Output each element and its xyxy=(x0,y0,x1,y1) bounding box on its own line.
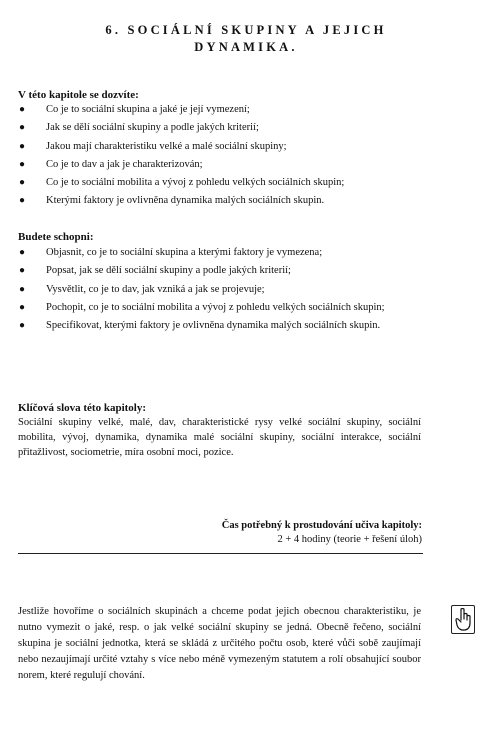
able-list xyxy=(18,245,418,336)
bullet-icon: ● xyxy=(19,158,26,170)
chapter-title-line-1: 6. SOCIÁLNÍ SKUPINY A JEJICH xyxy=(105,23,387,37)
divider-rule xyxy=(18,553,423,554)
list-item: ● Vysvětlit, co je to dav, jak vzniká a jak se projevuje; xyxy=(18,282,418,298)
list-item: ● Co je to sociální skupina a jaké je její vymezení; xyxy=(18,102,438,118)
intro-paragraph: Jestliže hovoříme o sociálních skupinách a chceme podat jejich obecnou charakteristiku, je nutno vymezit o jaké, resp. o jak velké sociální skupiny se jedná. Obecně řečeno, sociální skupina je sociální jednotka, která se skládá z určitého počtu osob, které vůči sobě zaujímají nebo nezaujímají určité vztahy s více nebo méně vymezeným statutem a rolí obsahující soubor norem, které regulují chování. xyxy=(18,606,421,681)
list-item: ● Jakou mají charakteristiku velké a malé sociální skupiny; xyxy=(18,139,438,155)
bullet-icon: ● xyxy=(19,195,26,207)
list-item: ● Kterými faktory je ovlivněna dynamika malých sociálních skupin. xyxy=(18,193,438,209)
list-item: ● Co je to dav a jak je charakterizován; xyxy=(18,157,438,173)
list-item: ● Co je to sociální mobilita a vývoj z pohledu velkých sociálních skupin; xyxy=(18,175,438,191)
study-time-label: Čas potřebný k prostudování učiva kapitoly: xyxy=(221,520,422,531)
keywords-heading: Klíčová slova této kapitoly: xyxy=(18,402,147,414)
keywords-text: Sociální skupiny velké, malé, dav, charakteristické rysy velké sociální skupiny, sociální mobilita, vývoj, dynamika, dynamika malé sociální skupiny, sociální interakce, sociální přitažlivost, sociometrie, míra osobní moci, pozice. xyxy=(18,417,421,458)
study-time-block xyxy=(122,519,422,547)
chapter-title-line-2: DYNAMIKA. xyxy=(194,40,298,54)
list-item: ● Pochopit, co je to sociální mobilita a vývoj z pohledu velkých sociálních skupin; xyxy=(18,300,418,316)
pointing-hand-glyph xyxy=(454,608,472,632)
bullet-icon: ● xyxy=(19,265,26,277)
chapter-title xyxy=(40,22,452,56)
study-time-value: 2 + 4 hodiny (teorie + řešení úloh) xyxy=(277,534,422,545)
bullet-icon: ● xyxy=(19,301,26,313)
bullet-icon: ● xyxy=(19,283,26,295)
bullet-icon: ● xyxy=(19,104,26,115)
bullet-icon: ● xyxy=(19,140,26,152)
learn-list xyxy=(18,102,438,212)
bullet-icon: ● xyxy=(19,122,26,134)
list-item: ● Specifikovat, kterými faktory je ovlivněna dynamika malých sociálních skupin. xyxy=(18,318,418,334)
list-item: ● Popsat, jak se dělí sociální skupiny a podle jakých kriterií; xyxy=(18,263,418,279)
able-heading: Budete schopni: xyxy=(18,231,94,243)
bullet-icon: ● xyxy=(19,247,26,258)
list-item: ● Objasnit, co je to sociální skupina a kterými faktory je vymezena; xyxy=(18,245,418,261)
bullet-icon: ● xyxy=(19,177,26,189)
list-item: ● Jak se dělí sociální skupiny a podle jakých kriterií; xyxy=(18,120,438,136)
learn-heading: V této kapitole se dozvíte: xyxy=(18,89,139,101)
bullet-icon: ● xyxy=(19,320,26,332)
pointing-hand-icon xyxy=(451,605,475,634)
